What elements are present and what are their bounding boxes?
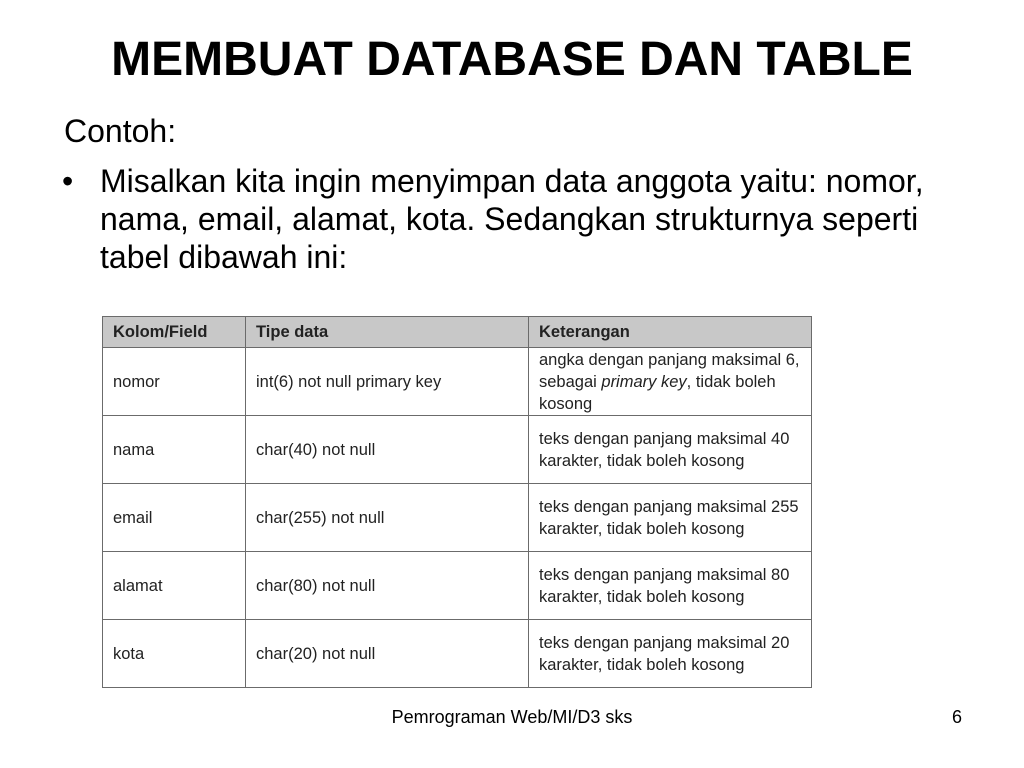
cell-field: nomor — [103, 348, 246, 416]
cell-type: char(80) not null — [246, 552, 529, 620]
footer-course-label: Pemrograman Web/MI/D3 sks — [391, 707, 633, 727]
cell-field: email — [103, 484, 246, 552]
header-type: Tipe data — [246, 317, 529, 348]
desc-text: teks dengan panjang maksimal 40 karakter, tidak boleh kosong — [539, 429, 790, 470]
cell-description — [529, 484, 812, 552]
bullet-text: Misalkan kita ingin menyimpan data anggota yaitu: nomor, nama, email, alamat, kota. Sedangkan strukturnya seperti tabel dibawah ini: — [100, 163, 924, 275]
desc-text-end: , tidak boleh kosong — [539, 372, 776, 413]
page-number: 6 — [951, 707, 962, 727]
structure-table — [102, 316, 812, 688]
desc-text: teks dengan panjang maksimal 80 karakter, tidak boleh kosong — [539, 565, 790, 606]
bullet-point — [62, 162, 982, 276]
table-row — [103, 620, 812, 688]
cell-field: nama — [103, 416, 246, 484]
header-description: Keterangan — [529, 317, 812, 348]
table-row — [103, 484, 812, 552]
desc-text: teks dengan panjang maksimal 20 karakter, tidak boleh kosong — [539, 633, 790, 674]
slide-title: MEMBUAT DATABASE DAN TABLE — [111, 33, 913, 86]
table-row — [103, 348, 812, 416]
structure-table-container — [102, 316, 811, 688]
cell-type: int(6) not null primary key — [246, 348, 529, 416]
intro-text: Contoh: — [64, 113, 177, 149]
desc-text: angka dengan panjang maksimal 6, sebagai — [539, 350, 800, 391]
cell-description — [529, 416, 812, 484]
desc-text: teks dengan panjang maksimal 255 karakter, tidak boleh kosong — [539, 497, 799, 538]
cell-type: char(20) not null — [246, 620, 529, 688]
cell-description — [529, 552, 812, 620]
cell-type: char(40) not null — [246, 416, 529, 484]
table-header-row — [103, 317, 812, 348]
cell-type: char(255) not null — [246, 484, 529, 552]
cell-field: kota — [103, 620, 246, 688]
cell-description — [529, 348, 812, 416]
bullet-icon: • — [62, 163, 74, 199]
header-field: Kolom/Field — [103, 317, 246, 348]
desc-italic-text: primary key — [601, 372, 687, 391]
table-row — [103, 552, 812, 620]
cell-description — [529, 620, 812, 688]
table-row — [103, 416, 812, 484]
cell-field: alamat — [103, 552, 246, 620]
